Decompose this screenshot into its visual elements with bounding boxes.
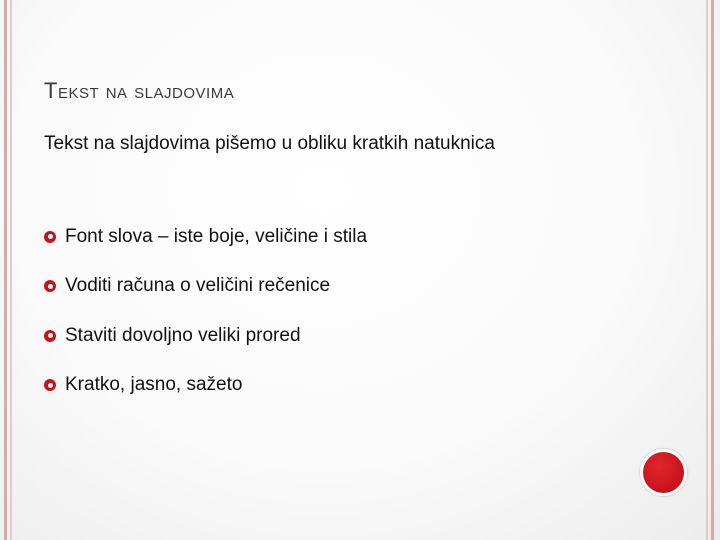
- bullet-list: [44, 212, 367, 410]
- circle-bullet-icon: [44, 231, 56, 243]
- bullet-text: Staviti dovoljno veliki prored: [65, 324, 301, 346]
- slide-subtitle: Tekst na slajdovima pišemo u obliku kratkih natuknica: [44, 133, 495, 154]
- right-border-line-inner: [706, 0, 708, 540]
- bullet-item: [44, 212, 367, 262]
- bullet-text: Kratko, jasno, sažeto: [65, 374, 243, 396]
- left-border-line-outer: [4, 0, 7, 540]
- circle-bullet-icon: [44, 379, 56, 391]
- red-circle-icon: [643, 452, 684, 493]
- bullet-item: [44, 361, 367, 411]
- right-border-line-outer: [711, 0, 714, 540]
- left-border-line-inner: [10, 0, 12, 540]
- bullet-item: [44, 311, 367, 361]
- slide-title: Tekst na slajdovima: [44, 78, 235, 103]
- circle-bullet-icon: [44, 330, 56, 342]
- bullet-text: Font slova – iste boje, veličine i stila: [65, 225, 368, 247]
- decorative-circle-ring: [640, 449, 687, 496]
- bullet-item: [44, 262, 367, 312]
- circle-bullet-icon: [44, 280, 56, 292]
- bullet-text: Voditi računa o veličini rečenice: [65, 275, 331, 297]
